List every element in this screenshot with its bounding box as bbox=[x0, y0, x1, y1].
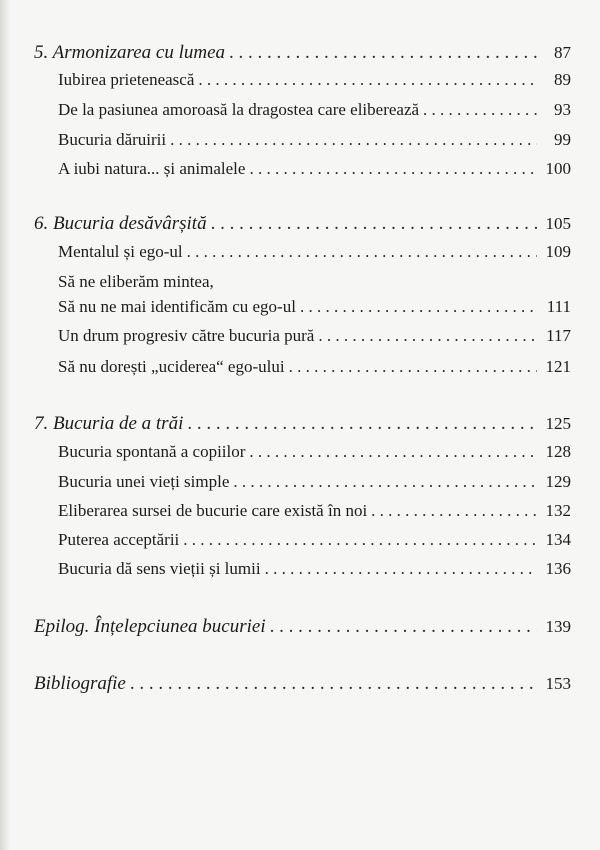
toc-entry-page: 136 bbox=[545, 559, 571, 578]
toc-entry-page: 100 bbox=[545, 159, 571, 178]
toc-entry-title: Epilog. Înțelepciunea bucuriei bbox=[34, 616, 266, 637]
toc-entry-title: Bibliografie bbox=[34, 673, 126, 694]
toc-entry-bibliography bbox=[34, 673, 571, 701]
toc-entry-page: 93 bbox=[554, 100, 571, 119]
toc-entry-section bbox=[58, 242, 571, 270]
toc-entry-page: 87 bbox=[554, 43, 571, 62]
toc-entry-section bbox=[58, 70, 571, 98]
toc-entry-title: Eliberarea sursei de bucurie care există în noi bbox=[58, 501, 368, 520]
toc-entry-page: 109 bbox=[545, 242, 571, 261]
toc-entry-title: Bucuria dăruirii bbox=[58, 130, 167, 149]
dot-leader bbox=[270, 616, 537, 638]
dot-leader bbox=[170, 130, 537, 150]
dot-leader bbox=[233, 472, 537, 492]
toc-entry-title: De la pasiunea amoroasă la dragostea care eliberează bbox=[58, 100, 420, 119]
toc-entry-chapter-7 bbox=[34, 413, 571, 441]
toc-entry-section bbox=[58, 159, 571, 187]
toc-entry-title: Un drum progresiv către bucuria pură bbox=[58, 326, 315, 345]
toc-entry-page: 139 bbox=[545, 617, 571, 636]
toc-entry-title: Iubirea prietenească bbox=[58, 70, 195, 89]
toc-entry-page: 128 bbox=[545, 442, 571, 461]
toc-entry-title-line: Să ne eliberăm mintea, bbox=[58, 272, 214, 291]
toc-entry-section bbox=[58, 442, 571, 470]
toc-entry-page: 129 bbox=[545, 472, 571, 491]
toc-entry-page: 111 bbox=[546, 297, 571, 316]
toc-entry-section bbox=[58, 130, 571, 158]
dot-leader bbox=[229, 42, 537, 64]
toc-entry-page: 125 bbox=[545, 414, 571, 433]
dot-leader bbox=[198, 70, 537, 90]
toc-entry-section bbox=[58, 472, 571, 500]
toc-entry-title: 6. Bucuria desăvârșită bbox=[34, 213, 207, 234]
toc-entry-section bbox=[58, 530, 571, 558]
dot-leader bbox=[371, 501, 537, 521]
dot-leader bbox=[265, 559, 537, 579]
toc-entry-title: Bucuria unei vieți simple bbox=[58, 472, 230, 491]
dot-leader bbox=[423, 100, 537, 120]
toc-entry-title: Să nu dorești „uciderea“ ego-ului bbox=[58, 357, 285, 376]
toc-entry-section bbox=[58, 297, 571, 325]
toc-entry-chapter-6 bbox=[34, 213, 571, 241]
toc-entry-section bbox=[58, 501, 571, 529]
toc-entry-title: Puterea acceptării bbox=[58, 530, 180, 549]
dot-leader bbox=[300, 297, 537, 317]
toc-entry-page: 89 bbox=[554, 70, 571, 89]
dot-leader bbox=[249, 159, 537, 179]
toc-entry-section bbox=[58, 357, 571, 385]
toc-entry-chapter-5 bbox=[34, 42, 571, 70]
dot-leader bbox=[187, 413, 537, 435]
toc-entry-title: A iubi natura... și animalele bbox=[58, 159, 246, 178]
toc-entry-page: 134 bbox=[545, 530, 571, 549]
dot-leader bbox=[211, 213, 537, 235]
dot-leader bbox=[289, 357, 537, 377]
toc-entry-page: 117 bbox=[546, 326, 571, 345]
dot-leader bbox=[187, 242, 537, 262]
toc-entry-epilog bbox=[34, 616, 571, 644]
toc-entry-page: 105 bbox=[545, 214, 571, 233]
toc-entry-section bbox=[58, 326, 571, 354]
toc-entry-section bbox=[58, 559, 571, 587]
toc-entry-page: 153 bbox=[545, 674, 571, 693]
toc-entry-title: Bucuria spontană a copiilor bbox=[58, 442, 246, 461]
dot-leader bbox=[318, 326, 537, 346]
toc-entry-title: 5. Armonizarea cu lumea bbox=[34, 42, 226, 63]
toc-entry-title: Mentalul și ego-ul bbox=[58, 242, 183, 261]
page-gutter-shadow bbox=[0, 0, 10, 850]
toc-entry-page: 99 bbox=[554, 130, 571, 149]
toc-entry-page: 121 bbox=[545, 357, 571, 376]
dot-leader bbox=[183, 530, 537, 550]
toc-entry-title: 7. Bucuria de a trăi bbox=[34, 413, 184, 434]
toc-entry-title: Să nu ne mai identificăm cu ego-ul bbox=[58, 297, 296, 316]
toc-entry-page: 132 bbox=[545, 501, 571, 520]
dot-leader bbox=[130, 673, 537, 695]
toc-entry-section bbox=[58, 100, 571, 128]
toc-entry-title: Bucuria dă sens vieții și lumii bbox=[58, 559, 261, 578]
dot-leader bbox=[249, 442, 537, 462]
